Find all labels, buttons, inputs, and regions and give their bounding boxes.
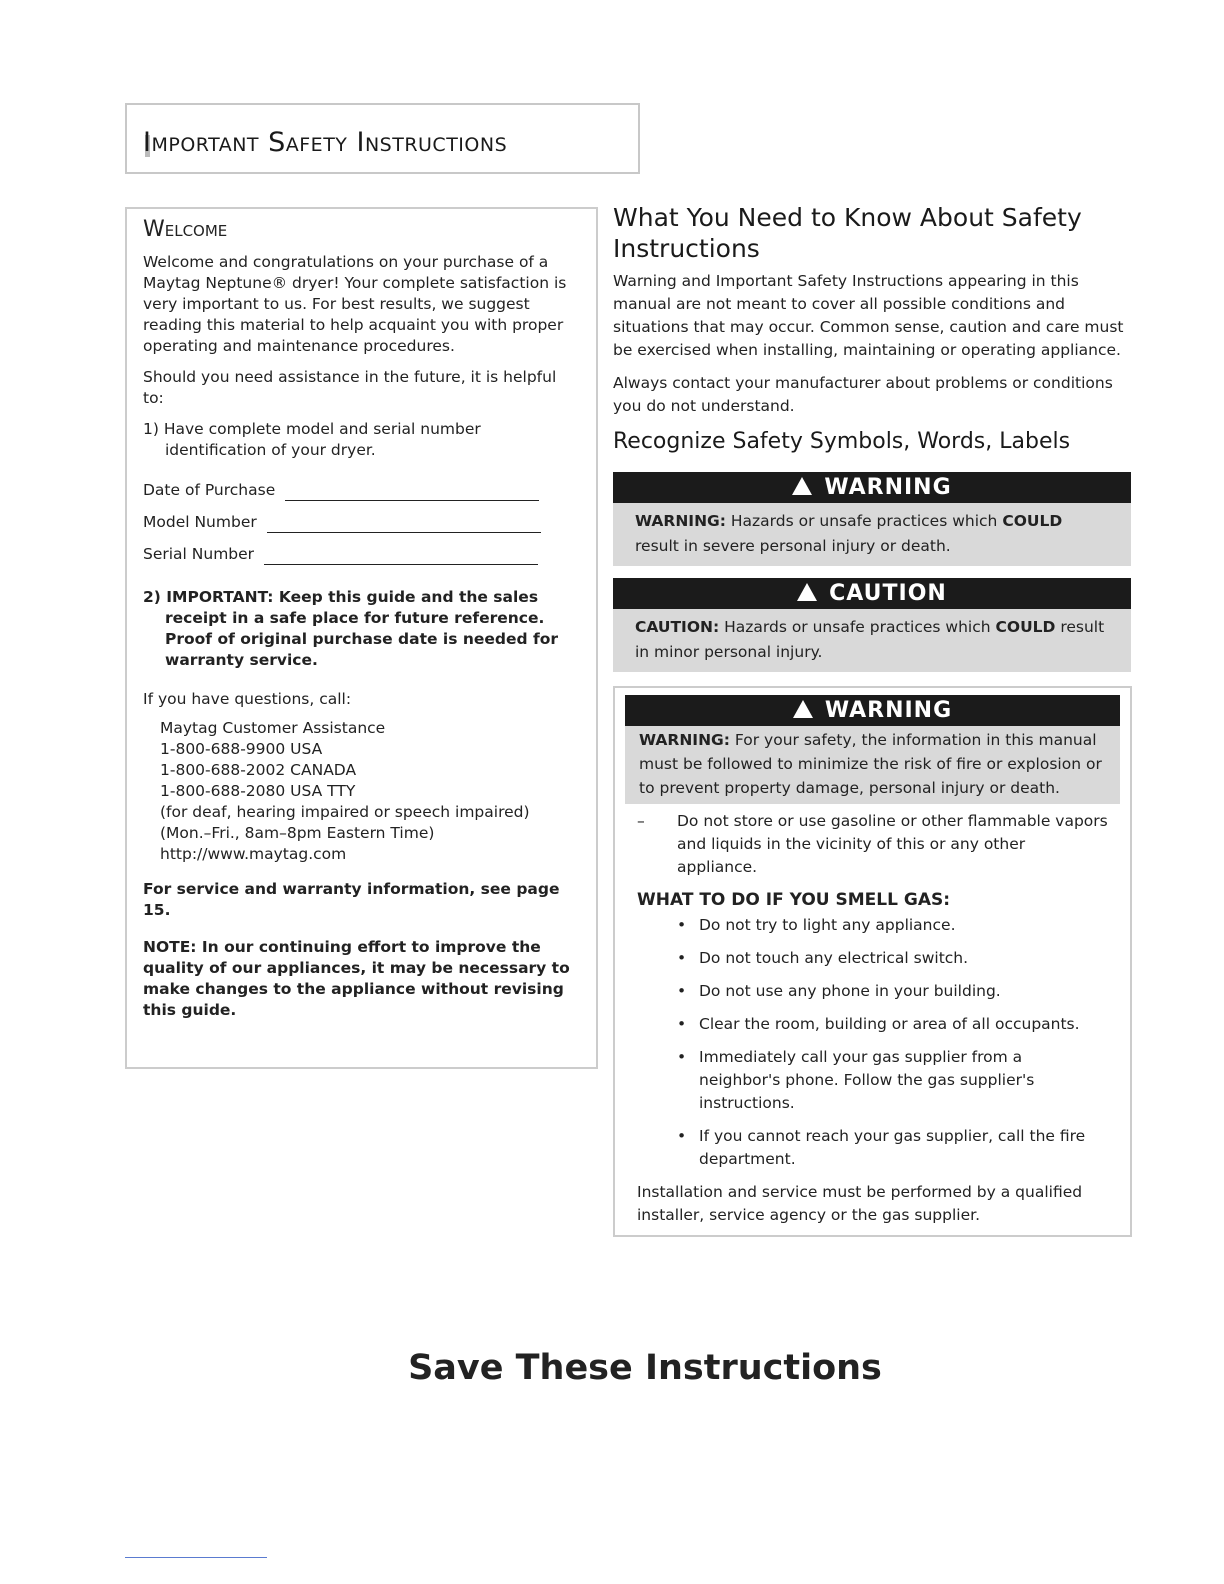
warning-body [613, 503, 1131, 566]
caution-emph: COULD [995, 618, 1056, 636]
welcome-intro: Welcome and congratulations on your purchase of a Maytag Neptune® dryer! Your complete satisfaction is very important to us. For best results, we suggest reading this material to help acquaint you with proper operating and maintenance procedures. [143, 253, 567, 355]
field-line [285, 486, 539, 501]
caution-label-text: CAUTION [829, 581, 947, 606]
website-link[interactable]: http://www.maytag.com [160, 845, 347, 863]
field-label: Serial Number [143, 545, 255, 563]
warning-label [613, 472, 1131, 566]
warning-label-text: WARNING [824, 475, 952, 500]
contact-hours: (Mon.–Fri., 8am–8pm Eastern Time) [160, 824, 435, 842]
serial-number-field[interactable] [143, 543, 580, 565]
warning-text: For your safety, the information in this manual must be followed to minimize the risk of fire or explosion or to prevent property damage, personal injury or death. [639, 731, 1102, 797]
note-text: NOTE: In our continuing effort to improve the quality of our appliances, it may be necessary to make changes to the appliance without revising this guide. [143, 938, 570, 1019]
assist-text: Should you need assistance in the future, it is helpful to: [143, 368, 557, 407]
caution-lead: CAUTION: [635, 618, 720, 636]
field-line [267, 518, 541, 533]
field-label: Model Number [143, 513, 257, 531]
caution-label [613, 578, 1131, 672]
installation-text: Installation and service must be performed by a qualified installer, service agency or the gas supplier. [637, 1183, 1083, 1224]
warning-triangle-icon [793, 700, 813, 718]
contact-line: (for deaf, hearing impaired or speech impaired) [160, 803, 530, 821]
warning-text: Hazards or unsafe practices which [725, 512, 1003, 530]
safety-p1: Warning and Important Safety Instructions appearing in this manual are not meant to cover all possible conditions and situations that may occur. Common sense, caution and care must be exercised when installing, maintaining or operating appliance. [613, 272, 1124, 359]
warning-label-2 [625, 695, 1120, 804]
save-instructions: Save These Instructions [408, 1348, 882, 1388]
gas-warning-box [613, 686, 1132, 1237]
date-of-purchase-field[interactable] [143, 479, 580, 501]
warning-bar [625, 695, 1120, 726]
warning-lead: WARNING: [635, 512, 726, 530]
warning-lead: WARNING: [639, 731, 730, 749]
field-label: Date of Purchase [143, 481, 276, 499]
item-1: 1) Have complete model and serial number identification of your dryer. [143, 420, 481, 459]
warning-emph: COULD [1002, 512, 1063, 530]
dash-item-text: Do not store or use gasoline or other flammable vapors and liquids in the vicinity of this or any other appliance. [677, 812, 1108, 876]
field-line [264, 550, 538, 565]
item-2: 2) IMPORTANT: Keep this guide and the sales receipt in a safe place for future reference. Proof of original purchase date is needed for warranty service. [143, 588, 559, 669]
dash-item: – Do not store or use gasoline or other flammable vapors and liquids in the vicinity of this or any other appliance. [637, 812, 1108, 876]
warning-body [625, 726, 1120, 804]
warning-text2: result in severe personal injury or death. [635, 537, 951, 555]
warning-label-text: WARNING [824, 698, 953, 723]
list-item: • Immediately call your gas supplier from a neighbor's phone. Follow the gas supplier's instructions. [637, 1046, 1108, 1115]
page-title: Important Safety Instructions [143, 127, 508, 158]
warning-triangle-icon [792, 477, 812, 495]
list-item: • If you cannot reach your gas supplier, call the fire department. [637, 1125, 1108, 1171]
list-item: • Clear the room, building or area of all occupants. [637, 1013, 1108, 1036]
gas-heading: WHAT TO DO IF YOU SMELL GAS: [637, 890, 951, 910]
contact-line: Maytag Customer Assistance [160, 719, 386, 737]
caution-body [613, 609, 1131, 672]
warning-bar [613, 472, 1131, 503]
safety-heading: What You Need to Know About Safety Instructions [613, 203, 1082, 263]
gas-list [637, 914, 1108, 1171]
questions-text: If you have questions, call: [143, 690, 352, 708]
caution-bar [613, 578, 1131, 609]
service-info: For service and warranty information, see page 15. [143, 880, 560, 919]
caution-text: Hazards or unsafe practices which [719, 618, 996, 636]
contact-info [143, 718, 580, 865]
symbols-heading: Recognize Safety Symbols, Words, Labels [613, 429, 1071, 454]
list-item: • Do not touch any electrical switch. [637, 947, 1108, 970]
list-item: • Do not try to light any appliance. [637, 914, 1108, 937]
warning-triangle-icon [797, 583, 817, 601]
footer-line [125, 1557, 267, 1558]
welcome-heading: Welcome [143, 217, 228, 242]
phone-tty: 1-800-688-2080 USA TTY [160, 782, 356, 800]
safety-p2: Always contact your manufacturer about problems or conditions you do not understand. [613, 374, 1113, 415]
caution-text2: result in minor personal injury. [635, 618, 1105, 661]
phone-usa: 1-800-688-9900 USA [160, 740, 323, 758]
welcome-box [125, 207, 598, 1069]
list-item: • Do not use any phone in your building. [637, 980, 1108, 1003]
phone-canada: 1-800-688-2002 CANADA [160, 761, 357, 779]
safety-intro [613, 202, 1133, 456]
page-title-box [125, 103, 640, 174]
model-number-field[interactable] [143, 511, 580, 533]
